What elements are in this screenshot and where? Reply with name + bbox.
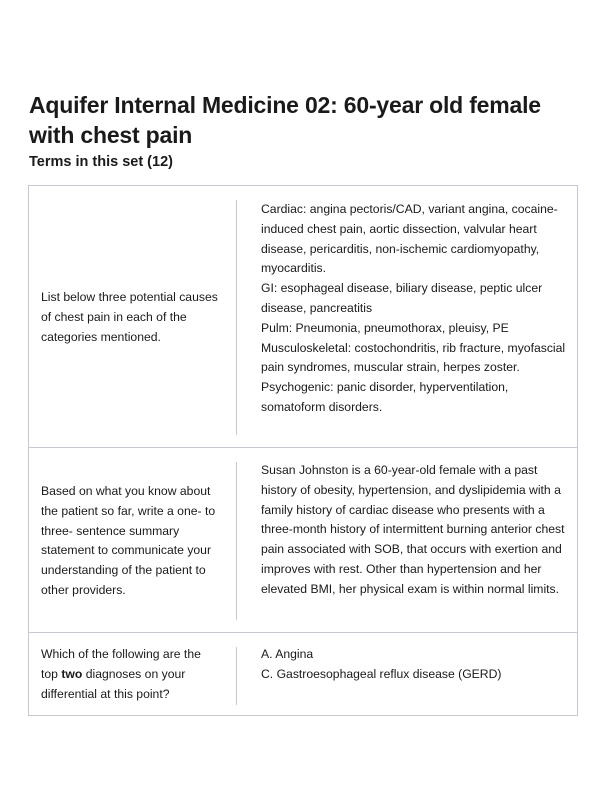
card-divider <box>236 647 237 705</box>
definition-line: Cardiac: angina pectoris/CAD, variant angina, cocaine-induced chest pain, aortic dissection, valvular heart disease, pericarditis, non-ischemic cardiomyopathy, myocarditis. <box>261 202 558 276</box>
term-card <box>28 632 578 716</box>
definition-line: Pulm: Pneumonia, pneumothorax, pleuisy, PE <box>261 320 509 335</box>
card-divider <box>236 462 237 620</box>
definition-line: GI: esophageal disease, biliary disease, peptic ulcer disease, pancreatitis <box>261 281 543 315</box>
term-text <box>41 645 221 704</box>
page-title: Aquifer Internal Medicine 02: 60-year old female with chest pain <box>29 92 541 148</box>
term-text: List below three potential causes of chest pain in each of the categories mentioned. <box>41 290 218 344</box>
terms-count-heading: Terms in this set (12) <box>29 154 173 170</box>
definition-line: Psychogenic: panic disorder, hyperventilation, somatoform disorders. <box>261 380 509 414</box>
definition-text <box>261 645 566 685</box>
term-card <box>28 185 578 448</box>
definition-line: A. Angina <box>261 647 314 661</box>
definition-text <box>261 461 566 600</box>
term-card <box>28 447 578 633</box>
definition-text <box>261 200 566 418</box>
definition-line: Susan Johnston is a 60-year-old female with a past history of obesity, hypertension, and dyslipidemia with a family history of cardiac disease who presents with a three-month history of intermittent burning anterior chest pain associated with SOB, that occurs with exertion and improves with rest. Other than hypertension and her elevated BMI, her physical exam is within normal limits. <box>261 463 565 596</box>
term-text: Based on what you know about the patient so far, write a one- to three- sentence summary statement to communicate your understanding of the patient to other providers. <box>41 484 216 597</box>
term-emphasis: two <box>61 666 83 681</box>
term-text-end: diagnoses on your differential at this point? <box>41 666 186 701</box>
card-divider <box>236 200 237 435</box>
definition-line: Musculoskeletal: costochondritis, rib fracture, myofascial pain syndromes, muscular strain, herpes zoster. <box>261 340 566 375</box>
definition-line: C. Gastroesophageal reflux disease (GERD) <box>261 666 502 681</box>
term-text-start: Which of the following are the top <box>41 647 201 681</box>
